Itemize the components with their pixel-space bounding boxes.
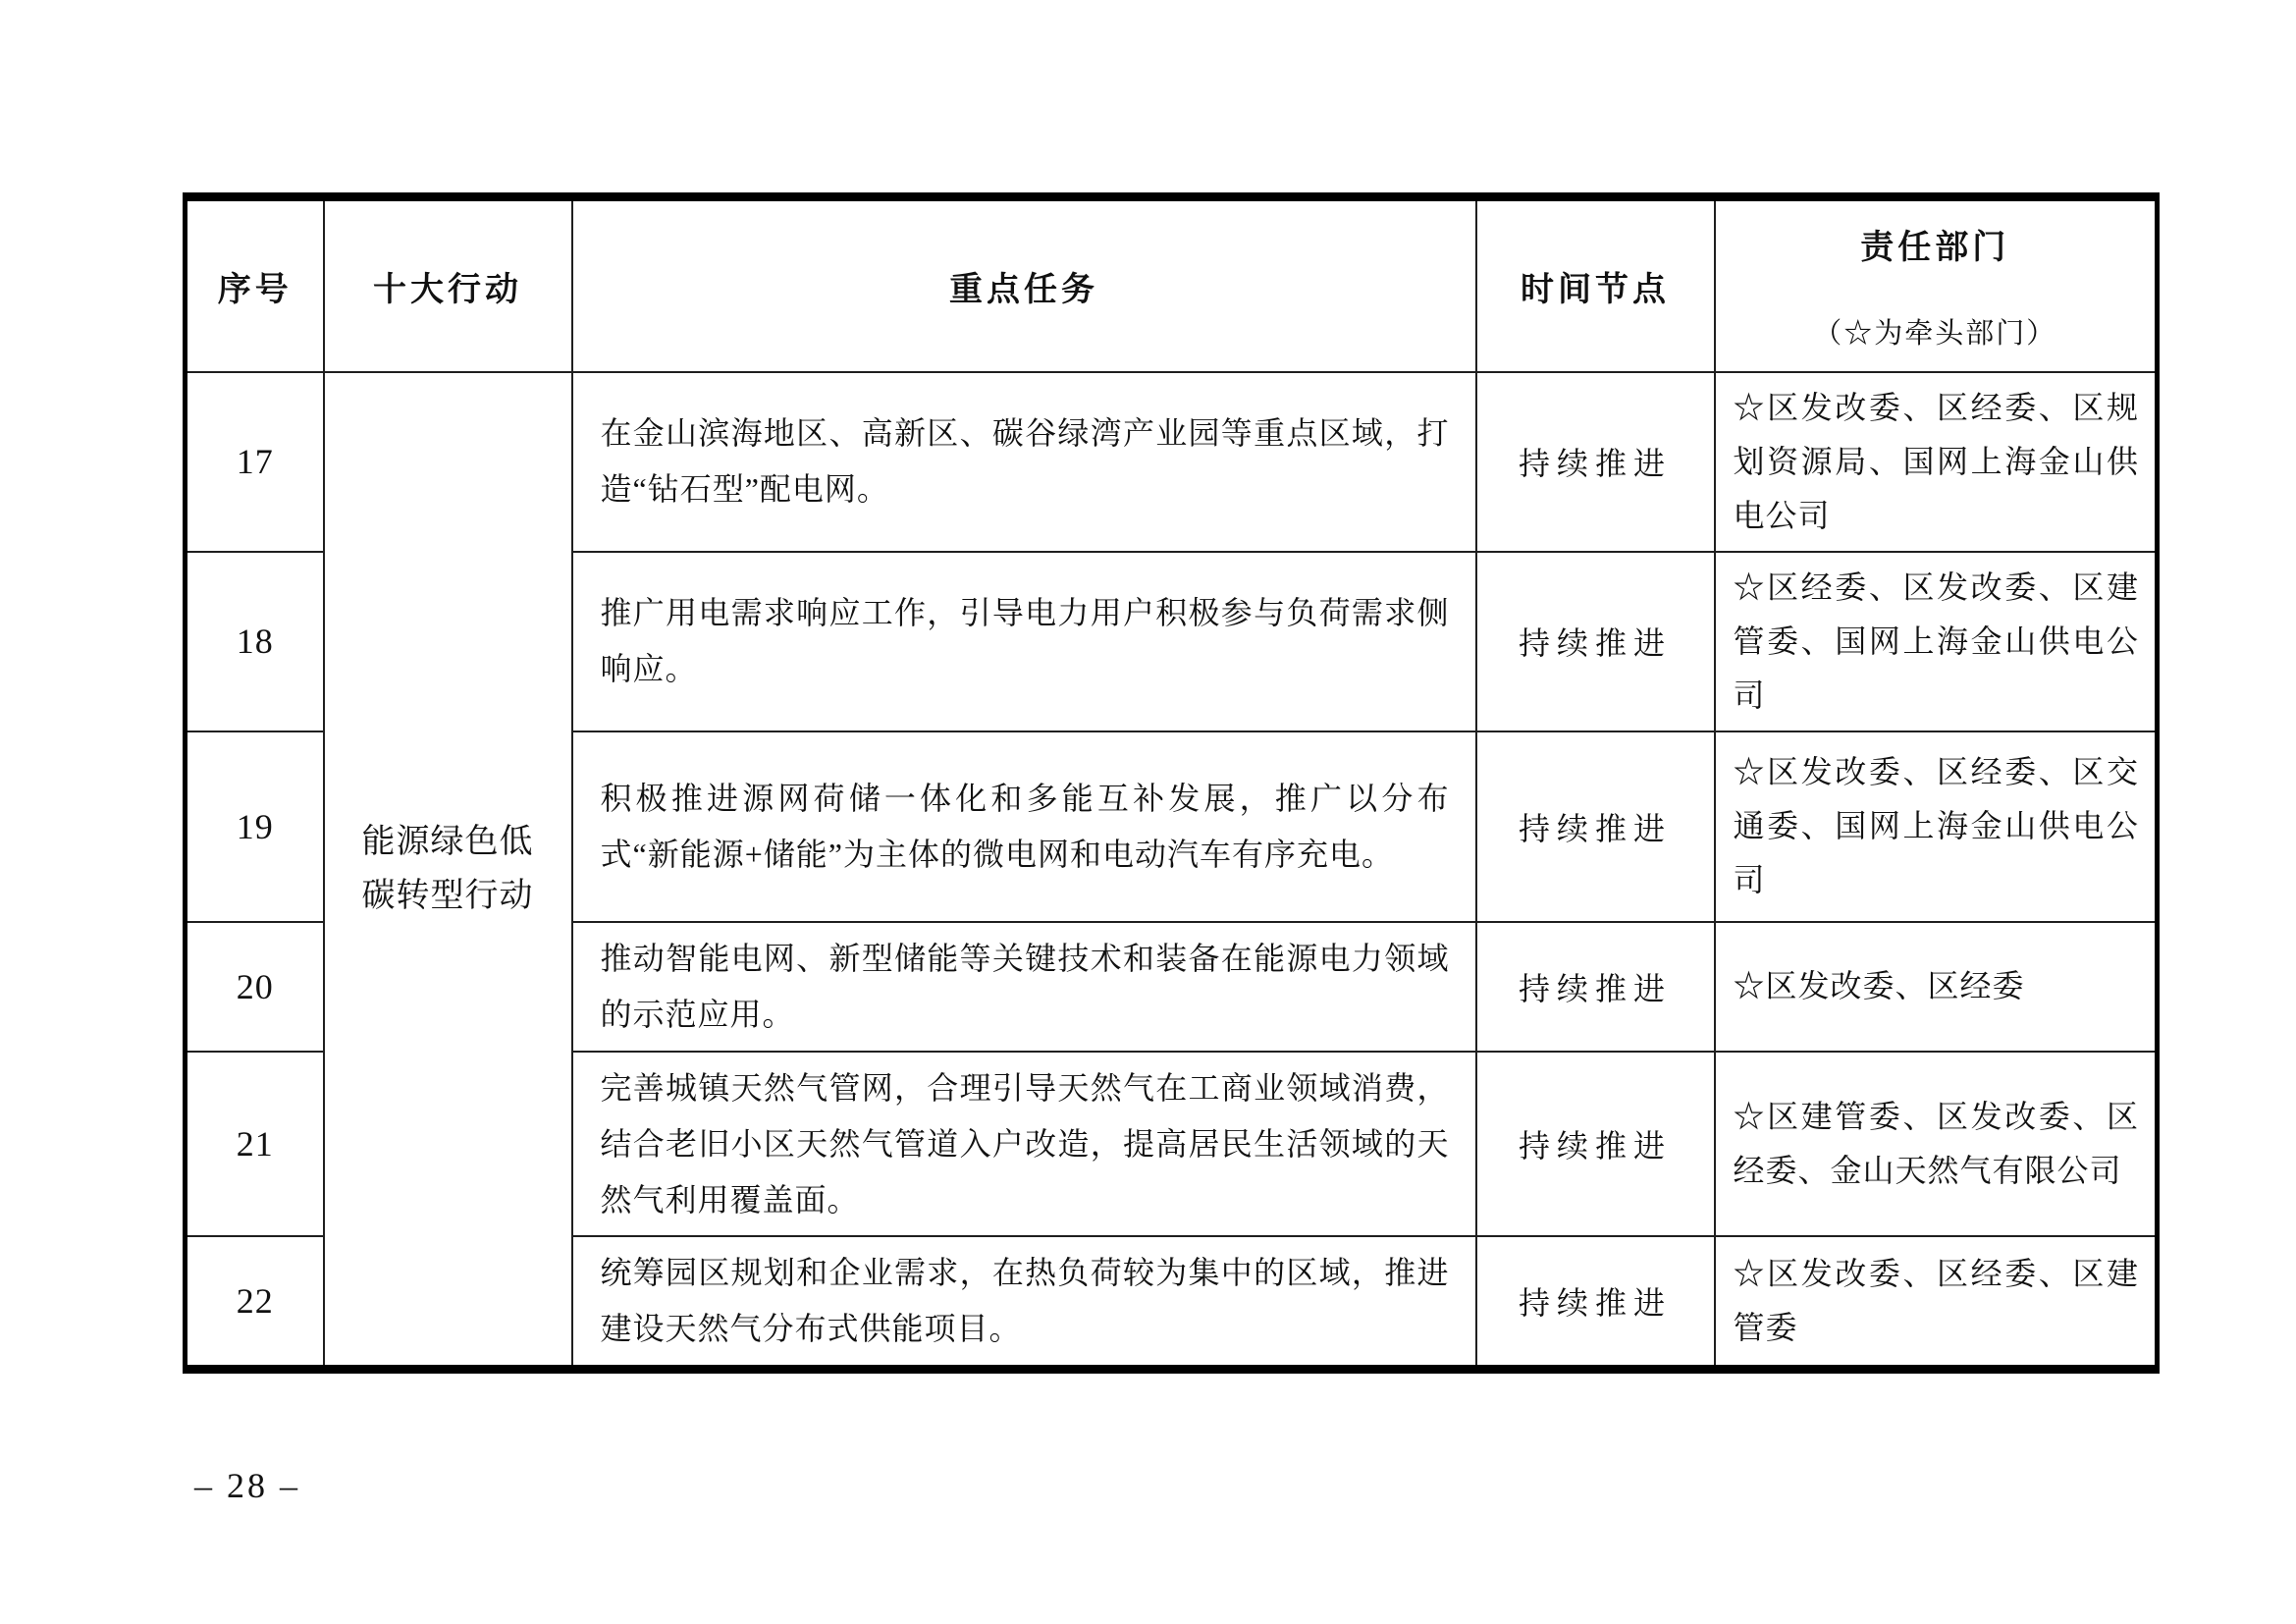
- dept-header-note: （☆为牵头部门）: [1813, 318, 2057, 351]
- cell-task: 推动智能电网、新型储能等关键技术和装备在能源电力领域的示范应用。: [572, 922, 1476, 1052]
- cell-index: 19: [186, 731, 324, 922]
- cell-time: 持续推进: [1476, 1236, 1715, 1369]
- cell-index: 20: [186, 922, 324, 1052]
- action-plan-table: [183, 192, 2160, 1374]
- cell-index: 18: [186, 552, 324, 731]
- cell-task: 积极推进源网荷储一体化和多能互补发展，推广以分布式“新能源+储能”为主体的微电网和电动汽车有序充电。: [572, 731, 1476, 922]
- cell-task: 在金山滨海地区、高新区、碳谷绿湾产业园等重点区域，打造“钻石型”配电网。: [572, 372, 1476, 552]
- dept-header-title: 责任部门: [1860, 230, 2010, 267]
- cell-task: 统筹园区规划和企业需求，在热负荷较为集中的区域，推进建设天然气分布式供能项目。: [572, 1236, 1476, 1369]
- cell-action-group: [324, 372, 572, 1370]
- col-header-dept: [1715, 197, 2158, 372]
- col-header-time: 时间节点: [1476, 197, 1715, 372]
- col-header-task: 重点任务: [572, 197, 1476, 372]
- table-row: [186, 372, 2158, 552]
- cell-dept: ☆区发改委、区经委: [1715, 922, 2158, 1052]
- cell-dept: ☆区发改委、区经委、区建管委: [1715, 1236, 2158, 1369]
- cell-time: 持续推进: [1476, 1052, 1715, 1237]
- cell-dept: ☆区建管委、区发改委、区经委、金山天然气有限公司: [1715, 1052, 2158, 1237]
- cell-dept: ☆区发改委、区经委、区规划资源局、国网上海金山供电公司: [1715, 372, 2158, 552]
- cell-index: 22: [186, 1236, 324, 1369]
- cell-task: 完善城镇天然气管网，合理引导天然气在工商业领域消费，结合老旧小区天然气管道入户改造，提高居民生活领域的天然气利用覆盖面。: [572, 1052, 1476, 1237]
- page-number: – 28 –: [194, 1466, 300, 1505]
- cell-index: 17: [186, 372, 324, 552]
- cell-time: 持续推进: [1476, 552, 1715, 731]
- col-header-index: 序号: [186, 197, 324, 372]
- cell-time: 持续推进: [1476, 731, 1715, 922]
- cell-time: 持续推进: [1476, 922, 1715, 1052]
- cell-dept: ☆区发改委、区经委、区交通委、国网上海金山供电公司: [1715, 731, 2158, 922]
- cell-index: 21: [186, 1052, 324, 1237]
- table-header-row: [186, 197, 2158, 372]
- cell-time: 持续推进: [1476, 372, 1715, 552]
- cell-task: 推广用电需求响应工作，引导电力用户积极参与负荷需求侧响应。: [572, 552, 1476, 731]
- cell-dept: ☆区经委、区发改委、区建管委、国网上海金山供电公司: [1715, 552, 2158, 731]
- col-header-action: 十大行动: [324, 197, 572, 372]
- action-group-label: 能源绿色低碳转型行动: [361, 823, 534, 914]
